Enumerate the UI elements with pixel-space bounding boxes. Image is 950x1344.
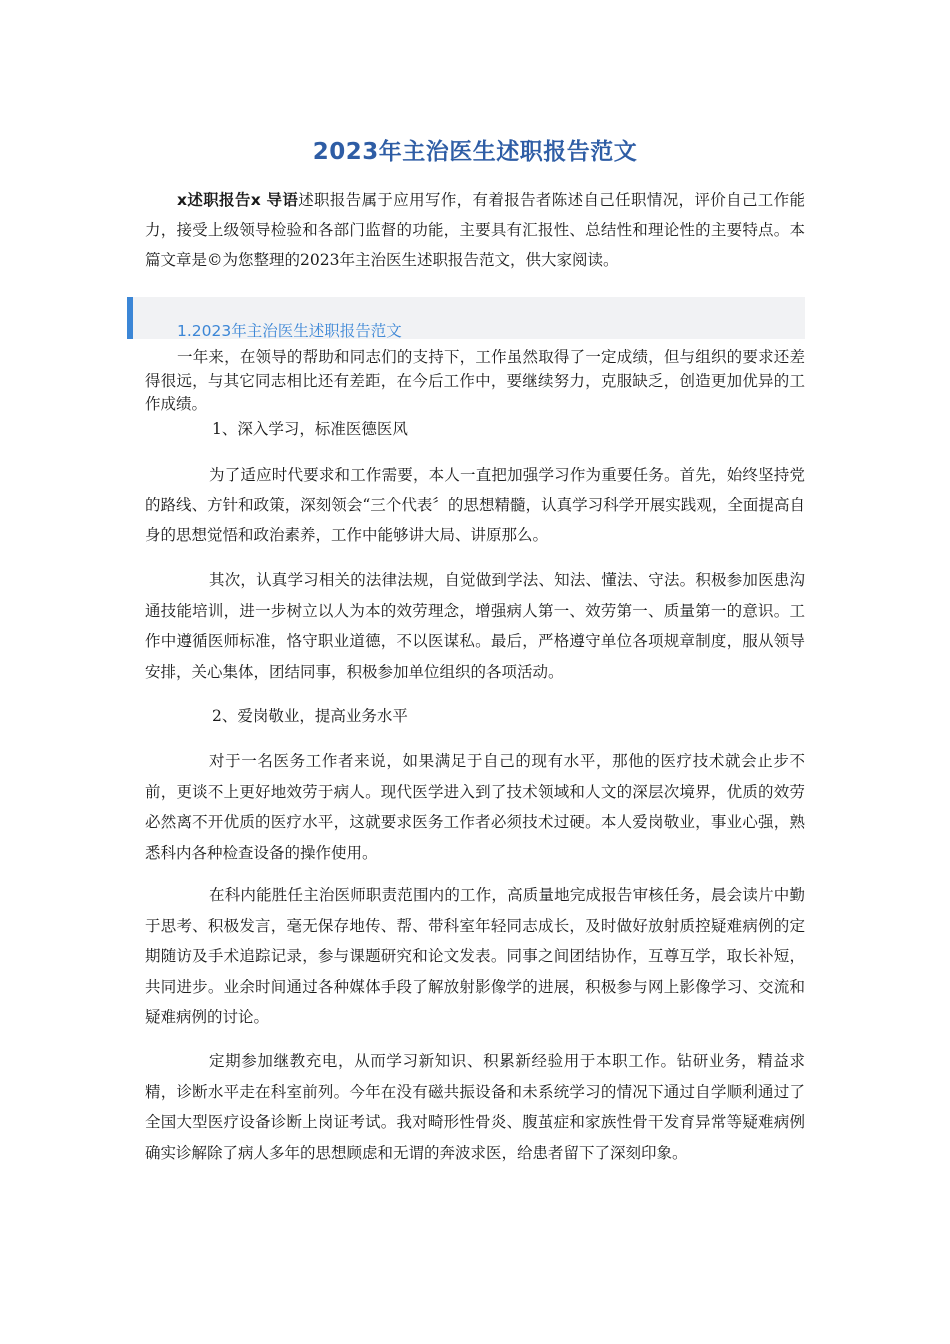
paragraph-5: 在科内能胜任主治医师职责范围内的工作，高质量地完成报告审核任务，晨会读片中勤于思考、积极发言，毫无保存地传、帮、带科室年轻同志成长，及时做好放射质控疑难病例的定期随访及手术追踪记录，参与课题研究和论文发表。同事之间团结协作，互尊互学，取长补短，共同进步。业余时间通过各种媒体手段了解放射影像学的进展，积极参与网上影像学习、交流和疑难病例的讨论。 — [145, 886, 805, 1026]
paragraph-4: 对于一名医务工作者来说，如果满足于自己的现有水平，那他的医疗技术就会止步不前，更谈不上更好地效劳于病人。现代医学进入到了技术领域和人文的深层次境界，优质的效劳必然离不开优质的医疗水平，这就要求医务工作者必须技术过硬。本人爱岗敬业，事业心强，熟悉科内各种检查设备的操作使用。 — [145, 752, 805, 862]
intro-text: 述职报告属于应用写作，有着报告者陈述自己任职情况，评价自己工作能力，接受上级领导检验和各部门监督的功能，主要具有汇报性、总结性和理论性的主要特点。本篇文章是©为您整理的2023年主治医生述职报告范文，供大家阅读。 — [145, 191, 805, 269]
paragraph-6: 定期参加继教充电，从而学习新知识、积累新经验用于本职工作。钻研业务，精益求精，诊断水平走在科室前列。今年在没有磁共振设备和未系统学习的情况下通过自学顺利通过了全国大型医疗设备诊断上岗证考试。我对畸形性骨炎、腹茧症和家族性骨干发育异常等疑难病例确实诊解除了病人多年的思想顾虑和无谓的奔波求医，给患者留下了深刻印象。 — [145, 1052, 805, 1162]
intro-lead: x述职报告x 导语 — [177, 191, 299, 209]
document-title: 2023年主治医生述职报告范文 — [312, 139, 638, 165]
subheading-2: 2、爱岗敬业，提高业务水平 — [212, 707, 408, 725]
intro-paragraph — [145, 185, 805, 275]
subheading-1: 1、深入学习，标准医德医风 — [212, 420, 408, 438]
section-accent-bar — [127, 297, 133, 339]
paragraph-3: 其次，认真学习相关的法律法规，自觉做到学法、知法、懂法、守法。积极参加医患沟通技能培训，进一步树立以人为本的效劳理念，增强病人第一、效劳第一、质量第一的意识。工作中遵循医师标准，恪守职业道德，不以医谋私。最后，严格遵守单位各项规章制度，服从领导安排，关心集体，团结同事，积极参加单位组织的各项活动。 — [145, 571, 805, 681]
paragraph-2: 为了适应时代要求和工作需要，本人一直把加强学习作为重要任务。首先，始终坚持党的路线、方针和政策，深刻领会“三个代表〞的思想精髓，认真学习科学开展实践观，全面提高自身的思想觉悟和政治素养，工作中能够讲大局、讲原那么。 — [145, 466, 805, 544]
section-heading: 1.2023年主治医生述职报告范文 — [177, 322, 402, 340]
paragraph-1: 一年来，在领导的帮助和同志们的支持下，工作虽然取得了一定成绩，但与组织的要求还差得很远，与其它同志相比还有差距，在今后工作中，要继续努力，克服缺乏，创造更加优异的工作成绩。 — [145, 348, 805, 413]
section-heading-band — [127, 297, 805, 339]
